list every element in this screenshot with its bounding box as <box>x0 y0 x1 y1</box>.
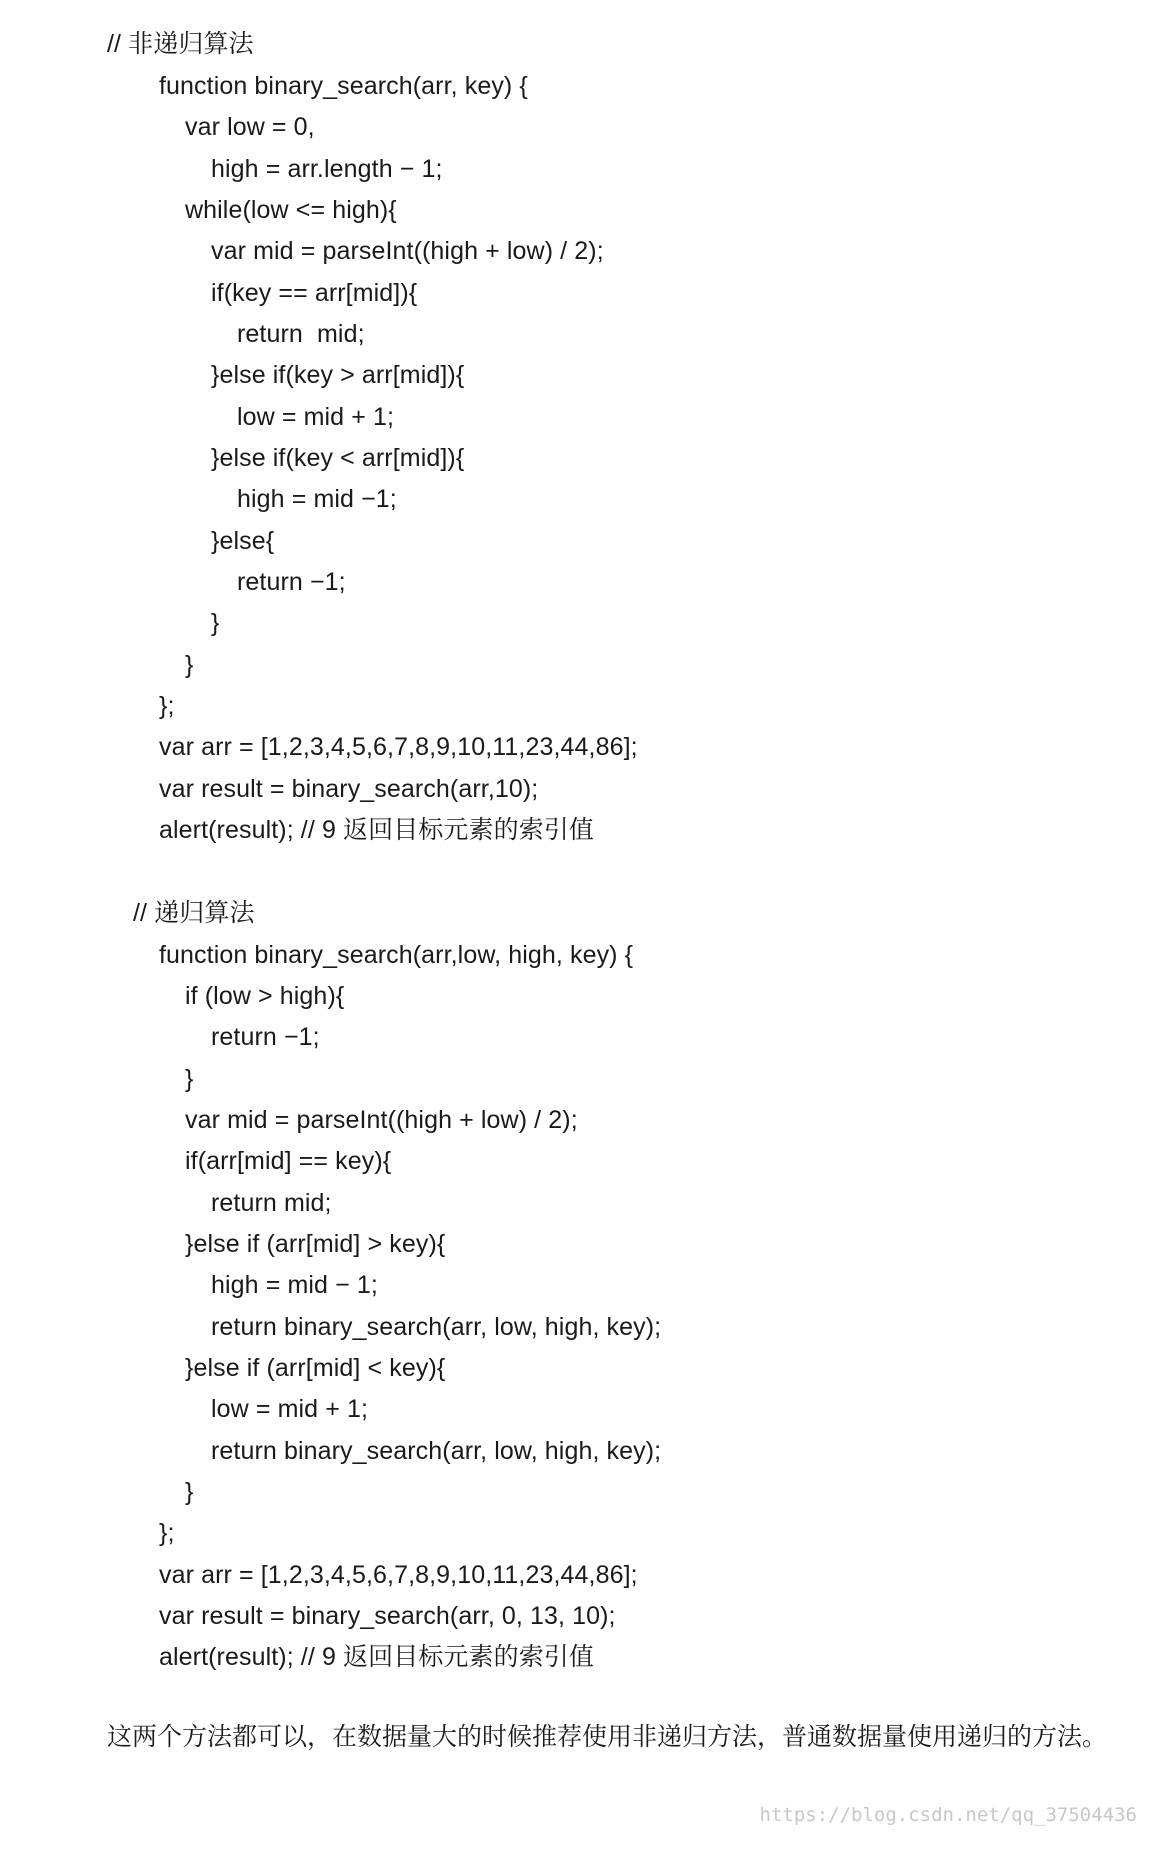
code-line: return binary_search(arr, low, high, key); <box>211 1437 662 1465</box>
code-line: var arr = [1,2,3,4,5,6,7,8,9,10,11,23,44,86]; <box>159 733 638 761</box>
code-line: return mid; <box>237 320 365 348</box>
conclusion-paragraph: 这两个方法都可以，在数据量大的时候推荐使用非递归方法，普通数据量使用递归的方法。 <box>107 1723 1108 1751</box>
code-line: if(arr[mid] == key){ <box>185 1147 392 1175</box>
code-line: }else if (arr[mid] < key){ <box>185 1354 446 1382</box>
code-line: if(key == arr[mid]){ <box>211 279 418 307</box>
code-line: }else{ <box>211 527 275 555</box>
code-line: alert(result); // 9 返回目标元素的索引值 <box>159 1643 594 1671</box>
code-line: } <box>185 1065 194 1093</box>
code-line: } <box>185 651 194 679</box>
code-line: var result = binary_search(arr, 0, 13, 10); <box>159 1602 616 1630</box>
code-line: high = arr.length − 1; <box>211 155 443 183</box>
code-line: low = mid + 1; <box>211 1395 369 1423</box>
code-line: }else if(key < arr[mid]){ <box>211 444 465 472</box>
code-line: var low = 0, <box>185 113 315 141</box>
code-line: var mid = parseInt((high + low) / 2); <box>211 237 604 265</box>
code-line: var arr = [1,2,3,4,5,6,7,8,9,10,11,23,44,86]; <box>159 1561 638 1589</box>
code-line: while(low <= high){ <box>185 196 397 224</box>
code-line: }else if (arr[mid] > key){ <box>185 1230 446 1258</box>
code-line: }else if(key > arr[mid]){ <box>211 361 465 389</box>
code-line: if (low > high){ <box>185 982 345 1010</box>
code-line: return mid; <box>211 1189 332 1217</box>
comment-non-recursive: // 非递归算法 <box>107 30 254 58</box>
source-watermark: https://blog.csdn.net/qq_37504436 <box>759 1804 1137 1826</box>
code-line: }; <box>159 692 175 720</box>
code-line: }; <box>159 1519 175 1547</box>
code-line: high = mid −1; <box>237 485 397 513</box>
code-line: return binary_search(arr, low, high, key); <box>211 1313 662 1341</box>
code-line: high = mid − 1; <box>211 1271 378 1299</box>
code-line: function binary_search(arr, key) { <box>159 72 528 100</box>
code-line: var mid = parseInt((high + low) / 2); <box>185 1106 578 1134</box>
code-line: } <box>185 1478 194 1506</box>
code-line: function binary_search(arr,low, high, key) { <box>159 941 634 969</box>
code-line: return −1; <box>211 1023 320 1051</box>
code-line: var result = binary_search(arr,10); <box>159 775 539 803</box>
code-line: return −1; <box>237 568 346 596</box>
comment-recursive: // 递归算法 <box>133 899 255 927</box>
code-line: } <box>211 609 220 637</box>
code-line: low = mid + 1; <box>237 403 395 431</box>
code-line: alert(result); // 9 返回目标元素的索引值 <box>159 816 594 844</box>
